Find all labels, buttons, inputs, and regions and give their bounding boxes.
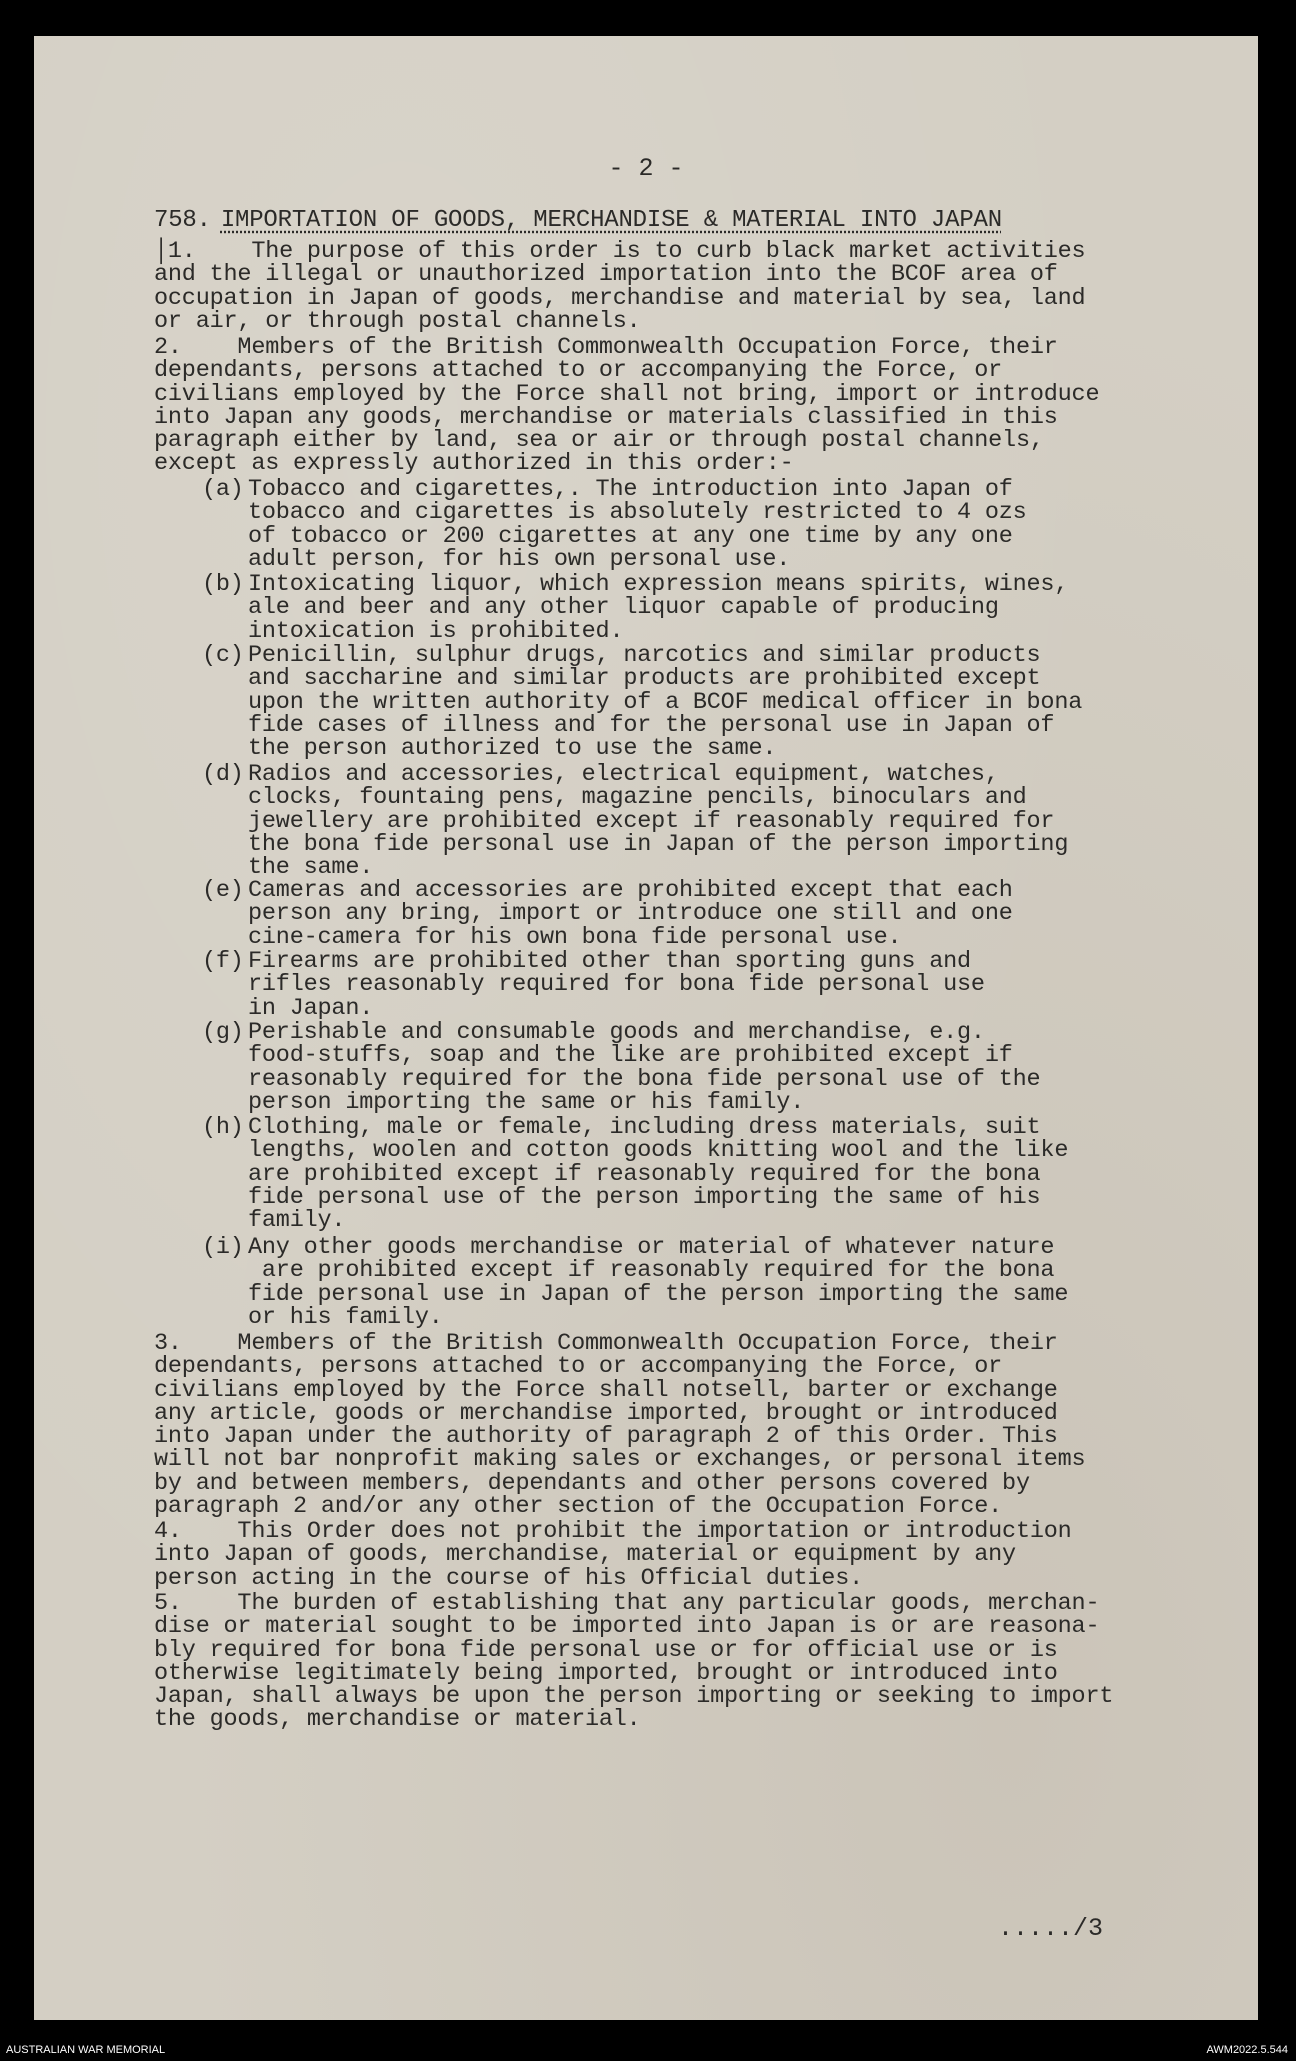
order-heading: [154, 209, 1002, 232]
subparagraph-text: Any other goods merchandise or material of whatever nature are prohibited except if reasonably required for the bona fide personal use in Japan of the person importing the same or his family.: [248, 1234, 1069, 1331]
paragraph-2: 2. Members of the British Commonwealth Occupation Force, their dependants, persons attached to or accompanying the Force, or civilians employed by the Force shall not bring, import or introduce into Japan any goods, merchandise or materials classified in this paragraph either by land, sea or air or through postal channels, except as expressly authorized in this order:-: [154, 334, 1100, 478]
document-page: [34, 36, 1258, 2020]
subparagraph-c: [202, 642, 1083, 763]
subparagraph-d: [202, 761, 1069, 882]
archive-name: AUSTRALIAN WAR MEMORIAL: [6, 2044, 166, 2056]
order-number: 758.: [154, 207, 211, 234]
subparagraph-label: (h): [202, 1114, 244, 1141]
archive-footer: [0, 2040, 1296, 2061]
subparagraph-label: (f): [202, 948, 244, 975]
paragraph-3: 3. Members of the British Commonwealth Occupation Force, their dependants, persons attached to or accompanying the Force, or civilians employed by the Force shall notsell, barter or exchange any article, goods or merchandise imported, brought or introduced into Japan under the authority of paragraph 2 of this Order. This will not bar nonprofit making sales or exchanges, or personal items by and between members, dependants and other persons covered by paragraph 2 and/or any other section of the Occupation Force.: [154, 1330, 1086, 1521]
subparagraph-label: (a): [202, 476, 244, 503]
subparagraph-label: (c): [202, 642, 244, 669]
paragraph-1: │1. The purpose of this order is to curb black market activities and the illegal or unauthorized importation into the BCOF area of occupation in Japan of goods, merchandise and material by sea, land or air, or through postal channels.: [154, 238, 1086, 335]
subparagraph-i: [202, 1234, 1069, 1331]
page-number: - 2 -: [608, 154, 684, 183]
subparagraph-label: (i): [202, 1234, 244, 1261]
subparagraph-text: Penicillin, sulphur drugs, narcotics and similar products and saccharine and similar products are prohibited except upon the written authority of a BCOF medical officer in bona fide cases of illness and for the personal use in Japan of the person authorized to use the same.: [248, 642, 1083, 763]
paragraph-5: 5. The burden of establishing that any particular goods, merchan- dise or material sought to be imported into Japan is or are reasona- bly required for bona fide personal use or for official use or is otherwise legitimately being imported, brought or introduced into Japan, shall always be upon the person importing or seeking to import the goods, merchandise or material.: [154, 1590, 1114, 1734]
subparagraph-f: [202, 948, 985, 1022]
subparagraph-text: Intoxicating liquor, which expression means spirits, wines, ale and beer and any other liquor capable of producing intoxication is prohibited.: [248, 571, 1069, 645]
subparagraph-label: (b): [202, 571, 244, 598]
subparagraph-label: (d): [202, 761, 244, 788]
paragraph-4: 4. This Order does not prohibit the importation or introduction into Japan of goods, merchandise, material or equipment by any person acting in the course of his Official duties.: [154, 1518, 1072, 1592]
subparagraph-text: Perishable and consumable goods and merchandise, e.g. food-stuffs, soap and the like are prohibited except if reasonably required for the bona fide personal use of the person importing the same or his family.: [248, 1019, 1041, 1116]
order-title: IMPORTATION OF GOODS, MERCHANDISE & MATERIAL INTO JAPAN: [220, 207, 1002, 234]
subparagraph-text: Cameras and accessories are prohibited except that each person any bring, import or introduce one still and one cine-camera for his own bona fide personal use.: [248, 877, 1013, 951]
archive-reference: AWM2022.5.544: [1206, 2044, 1288, 2056]
subparagraph-text: Firearms are prohibited other than sporting guns and rifles reasonably required for bona fide personal use in Japan.: [248, 948, 985, 1022]
subparagraph-text: Radios and accessories, electrical equipment, watches, clocks, fountaing pens, magazine pencils, binoculars and jewellery are prohibited except if reasonably required for the bona fide personal use in Japan of the person importing the same.: [248, 761, 1069, 882]
subparagraph-h: [202, 1114, 1069, 1235]
subparagraph-b: [202, 571, 1069, 645]
subparagraph-label: (e): [202, 877, 244, 904]
subparagraph-e: [202, 877, 1013, 951]
continuation-marker: ...../3: [997, 1914, 1103, 1943]
subparagraph-a: [202, 476, 1027, 573]
subparagraph-text: Tobacco and cigarettes,. The introduction into Japan of tobacco and cigarettes is absolutely restricted to 4 ozs of tobacco or 200 cigarettes at any one time by any one adult person, for his own personal use.: [248, 476, 1027, 573]
subparagraph-text: Clothing, male or female, including dress materials, suit lengths, woolen and cotton goods knitting wool and the like are prohibited except if reasonably required for the bona fide personal use of the person importing the same of his family.: [248, 1114, 1069, 1235]
subparagraph-g: [202, 1019, 1041, 1116]
subparagraph-label: (g): [202, 1019, 244, 1046]
